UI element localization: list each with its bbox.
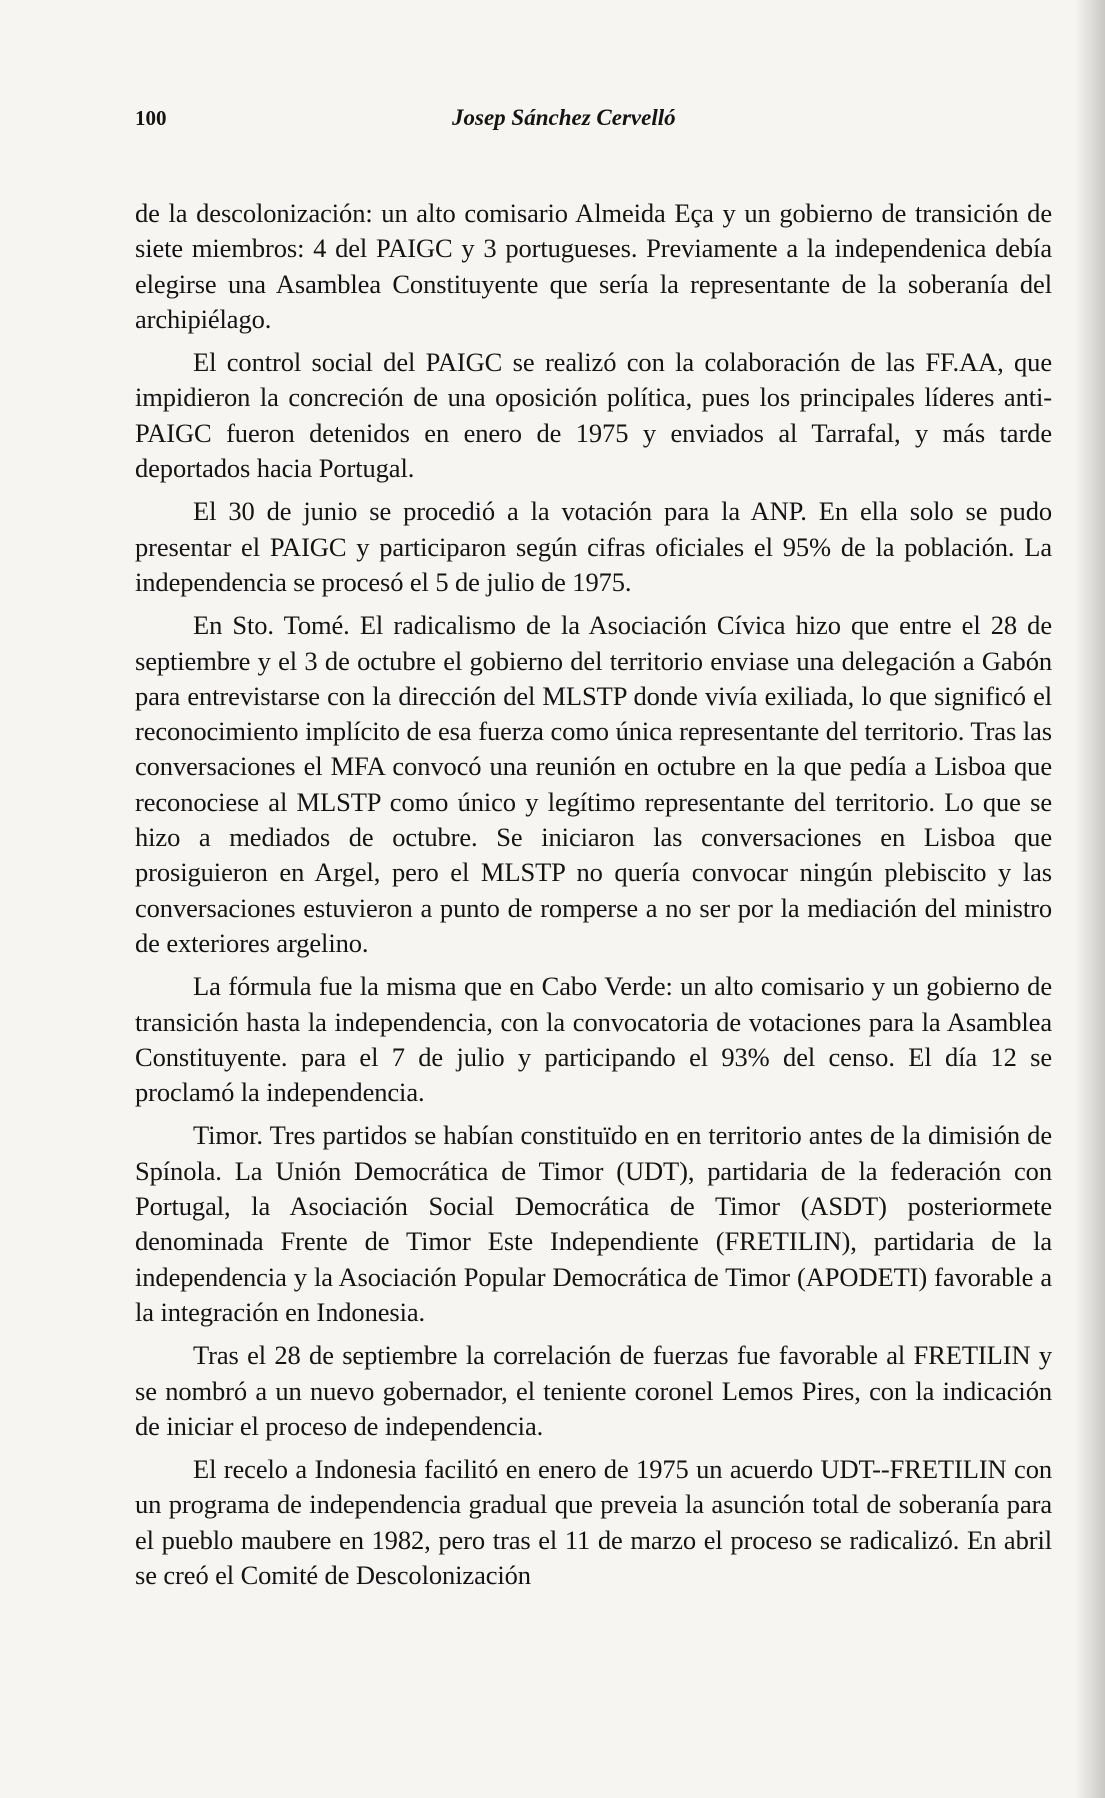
running-title: Josep Sánchez Cervelló — [452, 105, 676, 130]
paragraph-3: El 30 de junio se procedió a la votación para la ANP. En ella solo se pudo presentar el PAIGC y participaron según cifras oficiales el 95% de la población. La independencia se procesó el 5 de julio de 1975. — [135, 496, 1052, 597]
page-edge-shadow — [1075, 0, 1105, 1798]
paragraph-5: La fórmula fue la misma que en Cabo Verde: un alto comisario y un gobierno de transición hasta la independencia, con la convocatoria de votaciones para la Asamblea Constituyente. para el 7 de julio y participando el 93% del censo. El día 12 se proclamó la independencia. — [135, 971, 1052, 1108]
paragraph-8: El recelo a Indonesia facilitó en enero de 1975 un acuerdo UDT--FRETILIN con un programa de independencia gradual que preveia la asunción total de soberanía para el pueblo maubere en 1982, pero tras el 11 de marzo el proceso se radicalizó. En abril se creó el Comité de Descolonización — [135, 1454, 1052, 1590]
page-number: 100 — [135, 106, 167, 130]
paragraph-6: Timor. Tres partidos se habían constituïdo en en territorio antes de la dimisión de Spínola. La Unión Democrática de Timor (UDT), partidaria de la federación con Portugal, la Asociación Social Democrática de Timor (ASDT) posteriormete denominada Frente de Timor Este Independiente (FRETILIN), partidaria de la independencia y la Asociación Popular Democrática de Timor (APODETI) favorable a la integración en Indonesia. — [135, 1120, 1052, 1327]
paragraph-7: Tras el 28 de septiembre la correlación de fuerzas fue favorable al FRETILIN y se nombró a un nuevo gobernador, el teniente coronel Lemos Pires, con la indicación de iniciar el proceso de independencia. — [135, 1340, 1052, 1441]
body-text — [135, 196, 1052, 1601]
paragraph-4: En Sto. Tomé. El radicalismo de la Asociación Cívica hizo que entre el 28 de septiembre y el 3 de octubre el gobierno del territorio enviase una delegación a Gabón para entrevistarse con la dirección del MLSTP donde vivía exiliada, lo que significó el reconocimiento implícito de esa fuerza como única representante del territorio. Tras las conversaciones el MFA convocó una reunión en octubre en la que pedía a Lisboa que reconociese al MLSTP como único y legítimo representante del territorio. Lo que se hizo a mediados de octubre. Se iniciaron las conversaciones en Lisboa que prosiguieron en Argel, pero el MLSTP no quería convocar ningún plebiscito y las conversaciones estuvieron a punto de romperse a no ser por la mediación del ministro de exteriores argelino. — [135, 610, 1052, 958]
page-header — [135, 100, 1035, 136]
paragraph-1: de la descolonización: un alto comisario Almeida Eça y un gobierno de transición de siete miembros: 4 del PAIGC y 3 portugueses. Previamente a la independenica debía elegirse una Asamblea Constituyente que sería la representante de la soberanía del archipiélago. — [135, 198, 1052, 334]
paragraph-2: El control social del PAIGC se realizó con la colaboración de las FF.AA, que impidieron la concreción de una oposición política, pues los principales líderes anti-PAIGC fueron detenidos en enero de 1975 y enviados al Tarrafal, y más tarde deportados hacia Portugal. — [135, 347, 1052, 484]
